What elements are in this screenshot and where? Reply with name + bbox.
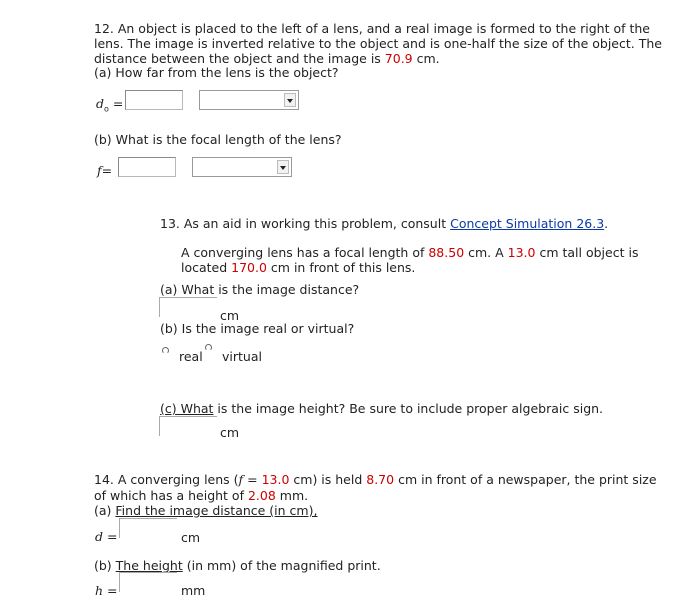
q13-part-a-prompt: (a) What is the image distance? bbox=[160, 282, 360, 297]
q14-line1-eq: = bbox=[243, 472, 262, 487]
q14-line2-post: mm. bbox=[275, 488, 309, 503]
q13-body1-post: cm tall object is bbox=[535, 245, 639, 260]
do-equals: = bbox=[112, 96, 124, 111]
q14-line1-pre: 14. A converging lens ( bbox=[94, 472, 239, 487]
dropdown-arrow-icon[interactable] bbox=[277, 160, 289, 174]
real-radio-button[interactable] bbox=[162, 347, 169, 354]
q13-unit-c: cm bbox=[220, 425, 240, 440]
q13-body-line2 bbox=[181, 260, 415, 275]
q14-part-b-underlined: The height bbox=[115, 558, 183, 573]
q12-text-line3-pre: distance between the object and the image is bbox=[94, 51, 385, 66]
q14-line1-mid: cm) is held bbox=[289, 472, 367, 487]
h-symbol: h bbox=[95, 583, 104, 598]
d-equals: = bbox=[107, 529, 118, 544]
q13-unit-a: cm bbox=[220, 308, 240, 323]
q14-part-b-post: (in mm) of the magnified print. bbox=[182, 558, 381, 573]
q13-part-b-prompt: (b) Is the image real or virtual? bbox=[160, 321, 355, 336]
q13-body1-mid: cm. A bbox=[464, 245, 508, 260]
q13-intro bbox=[160, 216, 608, 231]
d-symbol: d bbox=[95, 529, 104, 544]
concept-simulation-link[interactable]: Concept Simulation 26.3 bbox=[450, 216, 605, 231]
q14-part-a-pre: (a) bbox=[94, 503, 116, 518]
q12-f-label bbox=[97, 163, 112, 178]
q14-focal-value: 13.0 bbox=[261, 472, 290, 487]
q13-part-c-rest: is the image height? Be sure to include proper algebraic sign. bbox=[213, 401, 604, 416]
q14-height-value: 2.08 bbox=[247, 488, 276, 503]
q13-body-line1 bbox=[181, 245, 638, 260]
do-subscript: o bbox=[104, 104, 109, 114]
q14-line1-post: cm in front of a newspaper, the print size bbox=[394, 472, 657, 487]
q13-intro-pre: 13. As an aid in working this problem, consult bbox=[160, 216, 451, 231]
q13-intro-post: . bbox=[604, 216, 609, 231]
q14-line1 bbox=[94, 472, 657, 487]
q13-distance-value: 170.0 bbox=[231, 260, 267, 275]
q13-part-c-underlined: (c) What bbox=[160, 401, 214, 416]
q14-line2-pre: of which has a height of bbox=[94, 488, 248, 503]
do-symbol: d bbox=[96, 96, 105, 111]
q14-f-symbol: f bbox=[238, 472, 244, 487]
q13-image-height-input[interactable] bbox=[159, 416, 217, 436]
q13-body2-post: cm in front of this lens. bbox=[266, 260, 416, 275]
q13-body1-pre: A converging lens has a focal length of bbox=[181, 245, 429, 260]
virtual-radio-button[interactable] bbox=[205, 344, 212, 351]
q12-text-line2: lens. The image is inverted relative to the object and is one-half the size of the object. The bbox=[94, 36, 662, 51]
f-equals: = bbox=[101, 163, 113, 178]
q12-text-line3 bbox=[94, 51, 440, 66]
q14-part-a-prompt bbox=[94, 503, 317, 518]
q13-part-c-prompt bbox=[160, 401, 603, 416]
q13-image-distance-input[interactable] bbox=[159, 297, 217, 317]
q14-part-b-pre: (b) bbox=[94, 558, 116, 573]
q14-distance-value: 8.70 bbox=[366, 472, 395, 487]
q12-do-label bbox=[96, 96, 123, 117]
q14-h-label bbox=[95, 583, 118, 598]
q12-focal-length-unit-select[interactable] bbox=[192, 157, 292, 177]
q14-unit-b: mm bbox=[181, 583, 206, 598]
f-symbol: f bbox=[97, 163, 102, 178]
q14-part-b-prompt bbox=[94, 558, 381, 573]
q14-print-height-input[interactable] bbox=[119, 572, 177, 592]
h-equals: = bbox=[107, 583, 118, 598]
q14-d-label bbox=[95, 529, 117, 544]
q12-part-a-prompt: (a) How far from the lens is the object? bbox=[94, 65, 339, 80]
q12-focal-length-input[interactable] bbox=[118, 157, 176, 177]
q12-text-line3-post: cm. bbox=[412, 51, 440, 66]
q12-object-distance-unit-select[interactable] bbox=[199, 90, 299, 110]
q14-image-distance-input[interactable] bbox=[119, 518, 177, 538]
q13-height-value: 13.0 bbox=[507, 245, 536, 260]
q14-line2 bbox=[94, 488, 308, 503]
dropdown-arrow-icon[interactable] bbox=[284, 93, 296, 107]
real-option-label: real bbox=[179, 349, 203, 364]
q12-part-b-prompt: (b) What is the focal length of the lens? bbox=[94, 132, 342, 147]
q12-object-distance-input[interactable] bbox=[125, 90, 183, 110]
q12-text-line1: 12. An object is placed to the left of a lens, and a real image is formed to the right of the bbox=[94, 21, 650, 36]
q14-part-a-underlined: Find the image distance (in cm), bbox=[115, 503, 318, 518]
virtual-option-label: virtual bbox=[222, 349, 262, 364]
q12-distance-value: 70.9 bbox=[384, 51, 413, 66]
q14-unit-a: cm bbox=[181, 530, 201, 545]
q13-body2-pre: located bbox=[181, 260, 232, 275]
q13-focal-value: 88.50 bbox=[428, 245, 465, 260]
